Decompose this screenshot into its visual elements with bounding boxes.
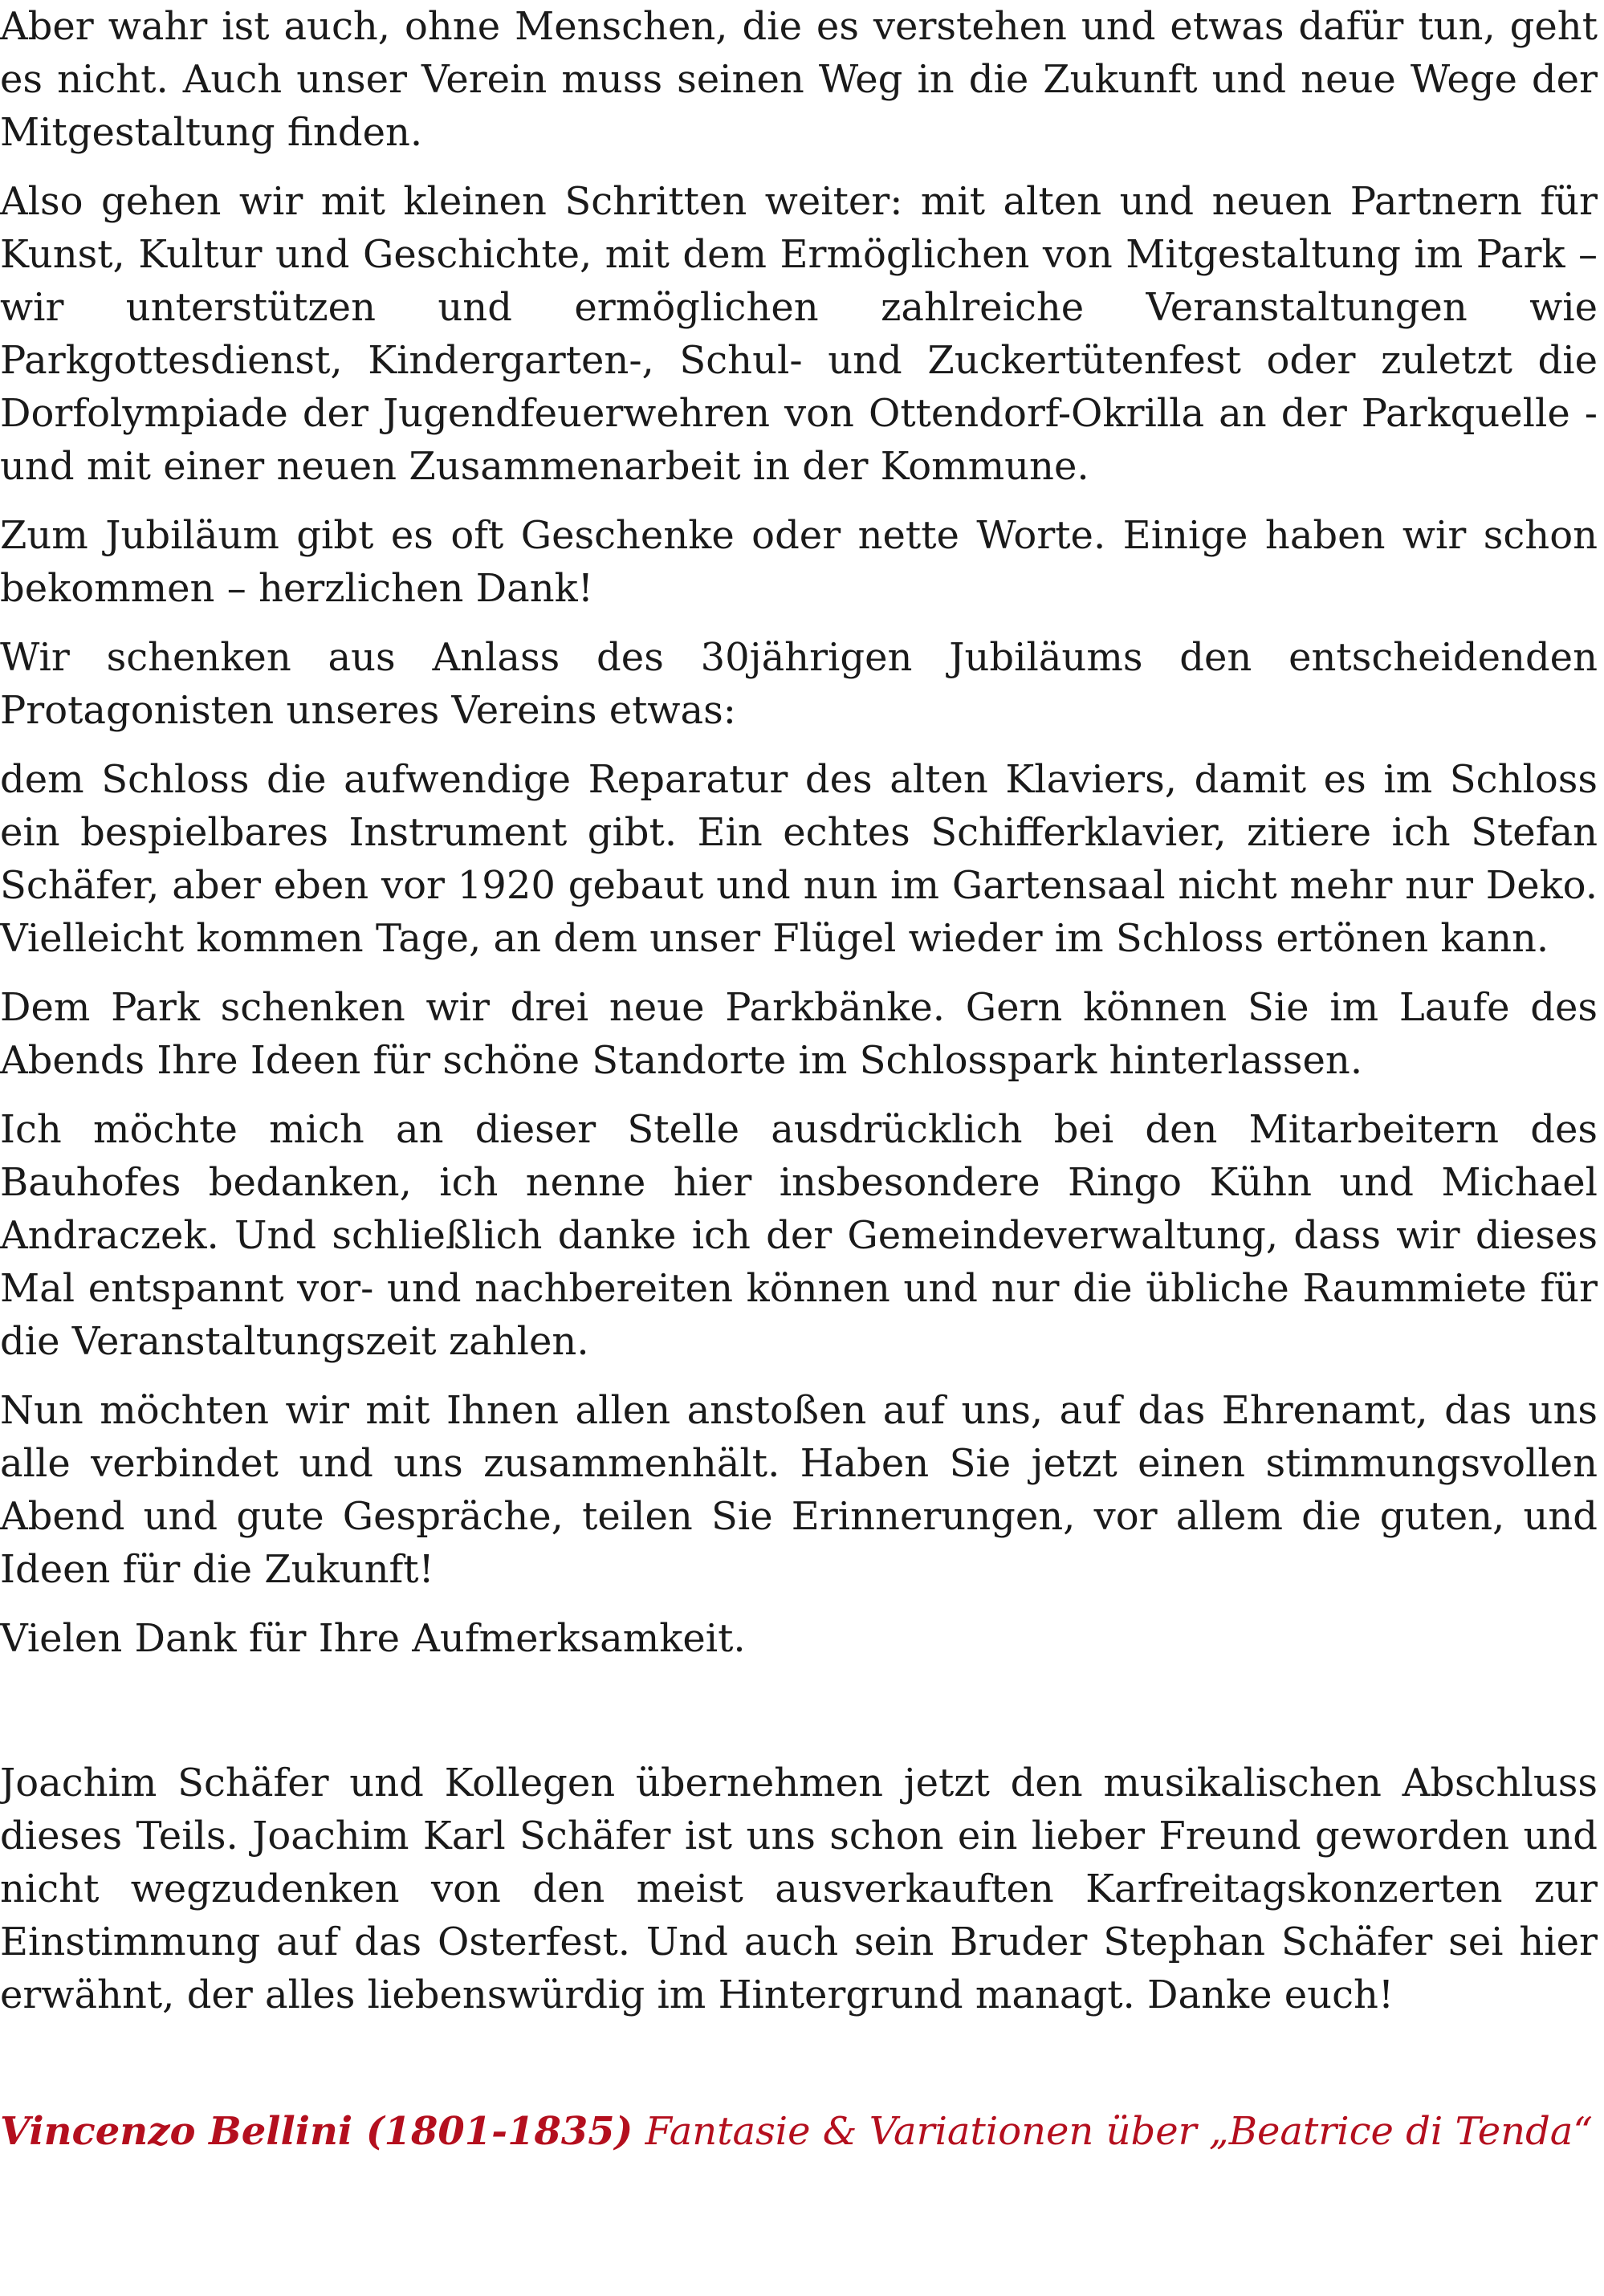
program-item bbox=[0, 2105, 1598, 2158]
paragraph-future-of-association: Aber wahr ist auch, ohne Menschen, die es verstehen und etwas dafür tun, geht es nicht. Auch unser Verein muss seinen Weg in die Zukunft und neue Wege der Mitgestaltung finden. bbox=[0, 4, 1598, 155]
paragraph-we-give: Wir schenken aus Anlass des 30jährigen Jubiläums den entscheidenden Protagonisten unseres Vereins etwas: bbox=[0, 635, 1598, 733]
paragraph-anniversary-gifts: Zum Jubiläum gibt es oft Geschenke oder nette Worte. Einige haben wir schon bekommen – herzlichen Dank! bbox=[0, 513, 1598, 611]
composer-name: Vincenzo Bellini (1801-1835) bbox=[0, 2109, 633, 2154]
paragraph-thank-you: Vielen Dank für Ihre Aufmerksamkeit. bbox=[0, 1616, 746, 1661]
paragraph-piano-repair: dem Schloss die aufwendige Reparatur des alten Klaviers, damit es im Schloss ein bespielbares Instrument gibt. Ein echtes Schifferklavier, zitiere ich Stefan Schäfer, aber eben vor 1920 gebaut und nun im Gartensaal nicht mehr nur Deko. Vielleicht kommen Tage, an dem unser Flügel wieder im Schloss ertönen kann. bbox=[0, 757, 1598, 961]
paragraph-thanks-bauhof: Ich möchte mich an dieser Stelle ausdrücklich bei den Mitarbeitern des Bauhofes bedanken, ich nenne hier insbesondere Ringo Kühn und Michael Andraczek. Und schließlich danke ich der Gemeindeverwaltung, dass wir dieses Mal entspannt vor- und nachbereiten können und nur die übliche Raummiete für die Veranstaltungszeit zahlen. bbox=[0, 1107, 1598, 1364]
paragraph-small-steps: Also gehen wir mit kleinen Schritten weiter: mit alten und neuen Partnern für Kunst, Kultur und Geschichte, mit dem Ermöglichen von Mitgestaltung im Park – wir unterstützen und ermöglichen zahlreiche Veranstaltungen wie Parkgottesdienst, Kindergarten-, Schul- und Zuckertütenfest oder zuletzt die Dorfolympiade der Jugendfeuerwehren von Ottendorf-Okrilla an der Parkquelle - und mit einer neuen Zusammenarbeit in der Kommune. bbox=[0, 179, 1598, 489]
paragraph-toast: Nun möchten wir mit Ihnen allen anstoßen auf uns, auf das Ehrenamt, das uns alle verbindet und uns zusammenhält. Haben Sie jetzt einen stimmungsvollen Abend und gute Gespräche, teilen Sie Erinnerungen, vor allem die guten, und Ideen für die Zukunft! bbox=[0, 1388, 1598, 1592]
work-title: Fantasie & Variationen über „Beatrice di Tenda“ bbox=[645, 2109, 1593, 2154]
paragraph-musical-closing: Joachim Schäfer und Kollegen übernehmen jetzt den musikalischen Abschluss dieses Teils. Joachim Karl Schäfer ist uns schon ein lieber Freund geworden und nicht wegzudenken von den meist ausverkauften Karfreitagskonzerten zur Einstimmung auf das Osterfest. Und auch sein Bruder Stephan Schäfer sei hier erwähnt, der alles liebenswürdig im Hintergrund managt. Danke euch! bbox=[0, 1761, 1598, 2017]
paragraph-park-benches: Dem Park schenken wir drei neue Parkbänke. Gern können Sie im Laufe des Abends Ihre Ideen für schöne Standorte im Schlosspark hinterlassen. bbox=[0, 985, 1598, 1083]
section-gap bbox=[0, 2037, 1598, 2105]
section-gap bbox=[0, 1681, 1598, 1757]
